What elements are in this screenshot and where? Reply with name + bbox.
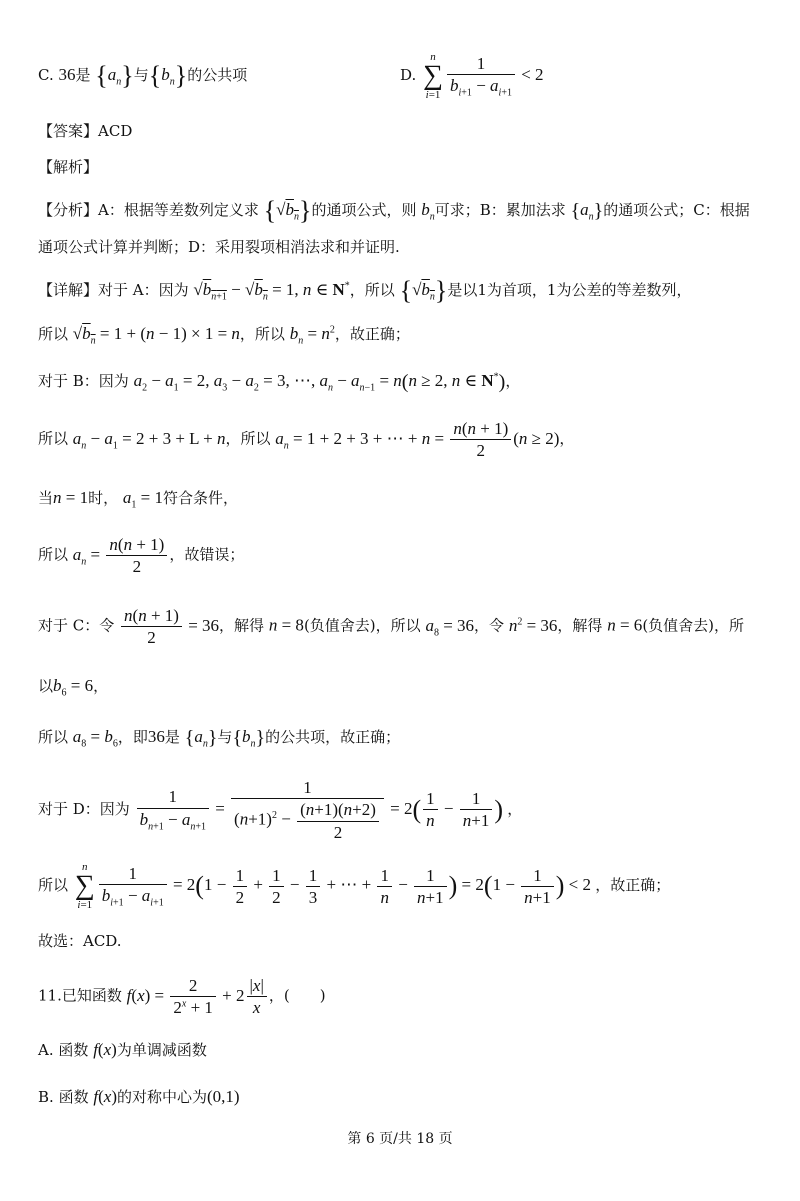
- detail-line1: 【详解】对于 A：因为 $√b_{n+1} - √b_n = 1$, n ∈ N*，所以 $\{√b_n\}$是以1为首项，1为公差的等差数列，: [38, 276, 692, 305]
- question-11: 11.已知函数 f(x) = $\frac{2}{2^x + 1}$ + 2 $\frac{|x|}{x}$ ，( ): [38, 976, 326, 1018]
- detail-line11: 所以 n ∑ i=1 $\frac{1}{b_{i+1} - a_{i+1}}$ = 2(1 − $\frac{1}{2}$ + $\frac{1}{2}$ − $\frac{1}{3}$ + ⋯ + $\frac{1}{n}$ − $\frac{1}{n+1}$ ) = 2(1 − $\frac{1}{n+1}$ ) < 2 ，故正确；: [38, 861, 671, 911]
- detail-line7: 对于 C：令 $\frac{n(n + 1)}{2}$ = 36，解得 n = 8(负值舍去)，所以 $a_8 = 36$，令 $n^2 = 36$，解得 n = 6(负值舍去)，所: [38, 606, 745, 648]
- detail-line9: 所以 $a_8 = b_6$，即36是 $\{a_n\}$与$\{b_n\}$的公共项，故正确；: [38, 726, 401, 750]
- option-d: [400, 52, 544, 101]
- detail-line12: 故选：ACD.: [38, 932, 122, 950]
- detail-line5: 当n = 1时， $a_1 = 1$符合条件，: [38, 488, 239, 511]
- detail-line10: 对于 D：因为 $\frac{1}{b_{n+1} - a_{n+1}}$ = 1 $(n+1)^2$ − $\frac{(n+1)(n+2)}{2}$ = 2( $\frac{1}{n}$ − $\frac{1}{n+1}$ ) ，: [38, 778, 523, 842]
- page-footer: 第 6 页/共 18 页: [347, 1131, 453, 1147]
- set-bn: $\{b_n\}$: [148, 61, 188, 90]
- detail-line4: 所以 $a_n - a_1 = 2 + 3 + L + n$，所以 $a_n = 1 + 2 + 3$ + ⋯ + n = $\frac{n(n + 1)}{2}$ (n ≥ 2)，: [38, 419, 575, 461]
- option-c: C. 36是 $\{a_n\}$与$\{b_n\}$的公共项: [38, 61, 248, 90]
- option-label: C.: [38, 65, 54, 84]
- option-label: D.: [400, 66, 417, 85]
- jiexi-heading: 【解析】: [38, 158, 99, 176]
- set-an: $\{a_n\}$: [95, 61, 134, 90]
- detail-line2: 所以 $√b_n = 1 + (n - 1) \times 1 = n$，所以 $b_n = n^2$，故正确；: [38, 324, 410, 347]
- analysis-line2: 通项公式计算并判断；D：采用裂项相消法求和并证明.: [38, 238, 400, 256]
- detail-line6: 所以 $a_n$ = $\frac{n(n + 1)}{2}$ ，故错误；: [38, 535, 245, 577]
- detail-line8: 以$b_6 = 6$，: [38, 676, 109, 699]
- answer-line: 【答案】ACD: [38, 122, 133, 140]
- question-11-option-a: A. 函数 f(x)为单调减函数: [38, 1040, 207, 1059]
- option-d-formula: n ∑ i=1 $\frac{1}{b_{i+1} - a_{i+1}}$ < 2: [423, 51, 544, 101]
- analysis-line1: 【分析】A：根据等差数列定义求 $\{√b_n\}$的通项公式，则 $b_n$可求；B：累加法求 $\{a_n\}$的通项公式；C：根据: [38, 196, 750, 225]
- question-11-option-b: B. 函数 f(x)的对称中心为(0,1): [38, 1087, 240, 1106]
- detail-line3: 对于 B：因为 $a_2 - a_1 = 2$, $a_3 - a_2 = 3$, ⋯, $a_n - a_{n-1} = n(n \ge 2$, n ∈ N*)，: [38, 370, 521, 394]
